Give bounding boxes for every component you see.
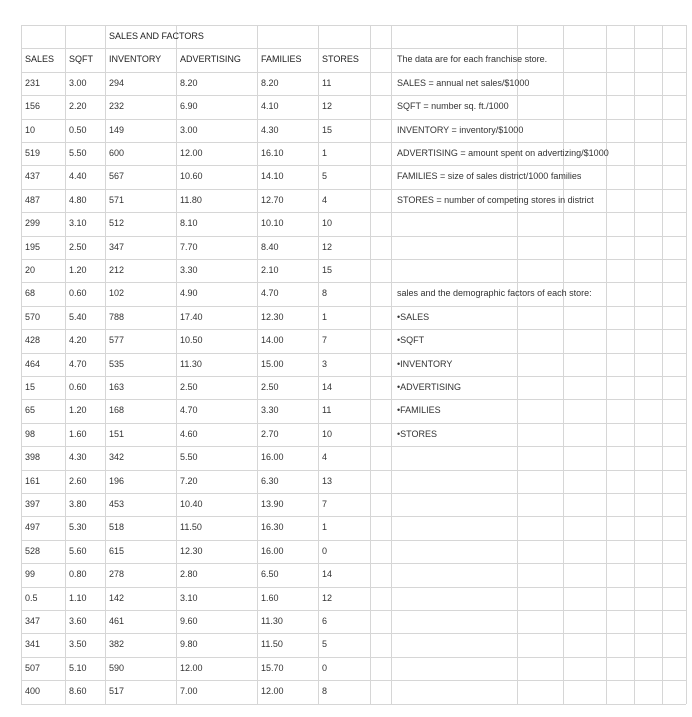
table-cell: 5	[322, 171, 328, 182]
table-cell: 11.50	[261, 639, 283, 650]
table-cell: 1.20	[69, 265, 87, 275]
note-line: The data are for each franchise store.	[397, 54, 548, 65]
table-cell: 142	[109, 592, 125, 603]
table-cell: 2.50	[261, 382, 279, 392]
table-cell: 4.80	[69, 194, 87, 205]
column-header: FAMILIES	[261, 54, 302, 65]
table-cell: 163	[109, 382, 125, 392]
table-cell: 151	[109, 428, 125, 439]
table-cell: 10.10	[261, 218, 284, 229]
table-cell: 8.20	[180, 77, 198, 88]
table-cell: 512	[109, 218, 125, 229]
table-cell: 0	[322, 662, 328, 673]
table-cell: 4.20	[69, 335, 87, 346]
table-cell: 570	[25, 311, 41, 322]
grid-column-line	[563, 25, 564, 704]
table-cell: 7.20	[180, 475, 198, 486]
table-cell: 5.60	[69, 545, 87, 556]
table-cell: 68	[25, 288, 36, 299]
note-line: •FAMILIES	[397, 405, 441, 416]
table-cell: 16.30	[261, 522, 284, 533]
note-line: •SQFT	[397, 335, 425, 346]
table-cell: 8.20	[261, 77, 279, 88]
table-cell: 577	[109, 335, 125, 346]
table-cell: 10	[25, 124, 36, 135]
table-cell: 0.60	[69, 288, 87, 299]
table-cell: 98	[25, 428, 36, 439]
table-cell: 0.50	[69, 124, 87, 135]
table-cell: 8.10	[180, 218, 198, 229]
table-cell: 1.20	[69, 405, 87, 416]
table-cell: 8	[322, 686, 328, 697]
table-cell: 299	[25, 218, 41, 229]
table-cell: 10.50	[180, 335, 203, 346]
grid-row-line	[21, 704, 686, 705]
table-cell: 3.30	[261, 405, 279, 416]
table-cell: 9.80	[180, 639, 198, 650]
table-cell: 567	[109, 171, 125, 182]
table-cell: 278	[109, 569, 125, 580]
table-cell: 464	[25, 358, 41, 369]
table-cell: 7.00	[180, 686, 198, 697]
column-header: ADVERTISING	[180, 54, 241, 65]
table-cell: 17.40	[180, 311, 203, 322]
table-cell: 4	[322, 452, 328, 463]
grid-column-line	[662, 25, 663, 704]
table-cell: 15.00	[261, 358, 284, 369]
table-cell: 10	[322, 218, 333, 229]
table-cell: 3.00	[69, 77, 87, 88]
table-cell: 517	[109, 686, 125, 697]
table-cell: 2.50	[69, 241, 87, 252]
table-cell: 398	[25, 452, 41, 463]
table-cell: 518	[109, 522, 125, 533]
table-cell: 13.90	[261, 499, 284, 509]
table-cell: 12	[322, 592, 333, 603]
column-header: STORES	[322, 54, 359, 65]
table-cell: 11.80	[180, 194, 202, 205]
table-cell: 3.50	[69, 639, 87, 650]
table-cell: 4.60	[180, 428, 198, 439]
table-cell: 4.70	[69, 358, 87, 369]
table-cell: 11.30	[261, 616, 283, 626]
table-cell: 156	[25, 101, 41, 112]
table-cell: 461	[109, 616, 125, 626]
table-cell: 4.90	[180, 288, 198, 299]
table-cell: 2.10	[261, 265, 279, 275]
note-line: SALES = annual net sales/$1000	[397, 77, 530, 88]
table-cell: 341	[25, 639, 41, 650]
table-cell: 10.40	[180, 499, 203, 509]
table-cell: 453	[109, 499, 125, 509]
column-header: SALES	[25, 54, 55, 65]
note-line: sales and the demographic factors of each store:	[397, 288, 592, 299]
table-cell: 4.70	[180, 405, 198, 416]
table-cell: 16.10	[261, 148, 284, 158]
table-cell: 8.60	[69, 686, 87, 697]
table-cell: 788	[109, 311, 125, 322]
note-line: FAMILIES = size of sales district/1000 families	[397, 171, 582, 182]
table-cell: 400	[25, 686, 41, 697]
table-cell: 15	[322, 124, 333, 135]
table-cell: 15	[25, 382, 36, 392]
table-cell: 487	[25, 194, 41, 205]
table-cell: 0	[322, 545, 328, 556]
table-cell: 571	[109, 194, 125, 205]
note-line: STORES = number of competing stores in district	[397, 194, 594, 205]
table-cell: 11	[322, 77, 332, 88]
table-cell: 5	[322, 639, 328, 650]
note-line: •SALES	[397, 311, 430, 322]
table-cell: 6	[322, 616, 328, 626]
table-cell: 14	[322, 382, 333, 392]
table-cell: 231	[25, 77, 41, 88]
table-cell: 3	[322, 358, 328, 369]
table-cell: 528	[25, 545, 41, 556]
table-cell: 7	[322, 335, 328, 346]
table-cell: 12	[322, 241, 333, 252]
table-cell: 4.70	[261, 288, 279, 299]
table-cell: 3.10	[69, 218, 87, 229]
table-cell: 161	[25, 475, 41, 486]
table-cell: 15.70	[261, 662, 284, 673]
table-title: SALES AND FACTORS	[109, 31, 204, 41]
table-cell: 497	[25, 522, 41, 533]
table-cell: 12.00	[180, 148, 203, 158]
table-cell: 382	[109, 639, 125, 650]
table-cell: 2.20	[69, 101, 87, 112]
table-cell: 4.10	[261, 101, 279, 112]
table-cell: 3.60	[69, 616, 87, 626]
table-cell: 1	[322, 148, 328, 158]
table-cell: 9.60	[180, 616, 198, 626]
table-cell: 5.10	[69, 662, 87, 673]
table-cell: 15	[322, 265, 333, 275]
grid-column-line	[686, 25, 687, 704]
note-line: INVENTORY = inventory/$1000	[397, 124, 524, 135]
table-cell: 5.40	[69, 311, 87, 322]
table-cell: 437	[25, 171, 41, 182]
table-cell: 3.80	[69, 499, 87, 509]
table-cell: 535	[109, 358, 125, 369]
table-cell: 1.10	[69, 592, 87, 603]
table-cell: 4.40	[69, 171, 87, 182]
table-cell: 6.90	[180, 101, 198, 112]
table-cell: 6.30	[261, 475, 279, 486]
table-cell: 14.00	[261, 335, 284, 346]
table-cell: 4.30	[261, 124, 279, 135]
table-cell: 7.70	[180, 241, 198, 252]
table-cell: 5.50	[180, 452, 198, 463]
table-cell: 2.80	[180, 569, 198, 580]
table-cell: 294	[109, 77, 125, 88]
table-cell: 1.60	[261, 592, 279, 603]
table-cell: 0.80	[69, 569, 87, 580]
table-cell: 13	[322, 475, 333, 486]
table-cell: 347	[109, 241, 125, 252]
table-cell: 14.10	[261, 171, 284, 182]
table-cell: 11.50	[180, 522, 202, 533]
table-cell: 615	[109, 545, 125, 556]
note-line: •INVENTORY	[397, 358, 453, 369]
table-cell: 8.40	[261, 241, 279, 252]
note-line: ADVERTISING = amount spent on advertizing/$1000	[397, 148, 609, 158]
table-cell: 397	[25, 499, 41, 509]
table-cell: 12.00	[180, 662, 203, 673]
column-header: SQFT	[69, 54, 93, 65]
table-cell: 65	[25, 405, 36, 416]
table-cell: 342	[109, 452, 125, 463]
grid-column-line	[370, 25, 371, 704]
table-cell: 5.30	[69, 522, 87, 533]
table-cell: 102	[109, 288, 125, 299]
note-line: SQFT = number sq. ft./1000	[397, 101, 509, 112]
table-cell: 7	[322, 499, 328, 509]
table-cell: 2.50	[180, 382, 198, 392]
table-cell: 10	[322, 428, 333, 439]
table-cell: 507	[25, 662, 41, 673]
table-cell: 4	[322, 194, 328, 205]
table-cell: 428	[25, 335, 41, 346]
table-cell: 2.60	[69, 475, 87, 486]
table-cell: 16.00	[261, 452, 284, 463]
column-header: INVENTORY	[109, 54, 162, 65]
table-cell: 12.70	[261, 194, 284, 205]
table-cell: 600	[109, 148, 125, 158]
table-cell: 10.60	[180, 171, 203, 182]
table-cell: 0.5	[25, 592, 38, 603]
table-cell: 20	[25, 265, 36, 275]
table-cell: 99	[25, 569, 36, 580]
table-cell: 212	[109, 265, 125, 275]
table-cell: 3.30	[180, 265, 198, 275]
table-cell: 1	[322, 522, 328, 533]
table-cell: 14	[322, 569, 333, 580]
table-cell: 11	[322, 405, 332, 416]
table-cell: 3.00	[180, 124, 198, 135]
note-line: •STORES	[397, 428, 437, 439]
table-cell: 3.10	[180, 592, 198, 603]
table-cell: 232	[109, 101, 125, 112]
grid-column-line	[634, 25, 635, 704]
note-line: •ADVERTISING	[397, 382, 461, 392]
table-cell: 1.60	[69, 428, 87, 439]
table-cell: 8	[322, 288, 328, 299]
table-cell: 16.00	[261, 545, 284, 556]
table-cell: 11.30	[180, 358, 202, 369]
grid-column-line	[606, 25, 607, 704]
table-cell: 590	[109, 662, 125, 673]
table-cell: 149	[109, 124, 125, 135]
table-cell: 2.70	[261, 428, 279, 439]
table-cell: 5.50	[69, 148, 87, 158]
table-cell: 4.30	[69, 452, 87, 463]
table-cell: 12.30	[261, 311, 284, 322]
table-cell: 0.60	[69, 382, 87, 392]
table-cell: 196	[109, 475, 125, 486]
grid-column-line	[391, 25, 392, 704]
table-cell: 12.30	[180, 545, 203, 556]
table-cell: 519	[25, 148, 41, 158]
table-cell: 1	[322, 311, 328, 322]
table-cell: 168	[109, 405, 125, 416]
table-cell: 12.00	[261, 686, 284, 697]
table-cell: 12	[322, 101, 333, 112]
table-cell: 195	[25, 241, 41, 252]
table-cell: 347	[25, 616, 41, 626]
table-cell: 6.50	[261, 569, 279, 580]
